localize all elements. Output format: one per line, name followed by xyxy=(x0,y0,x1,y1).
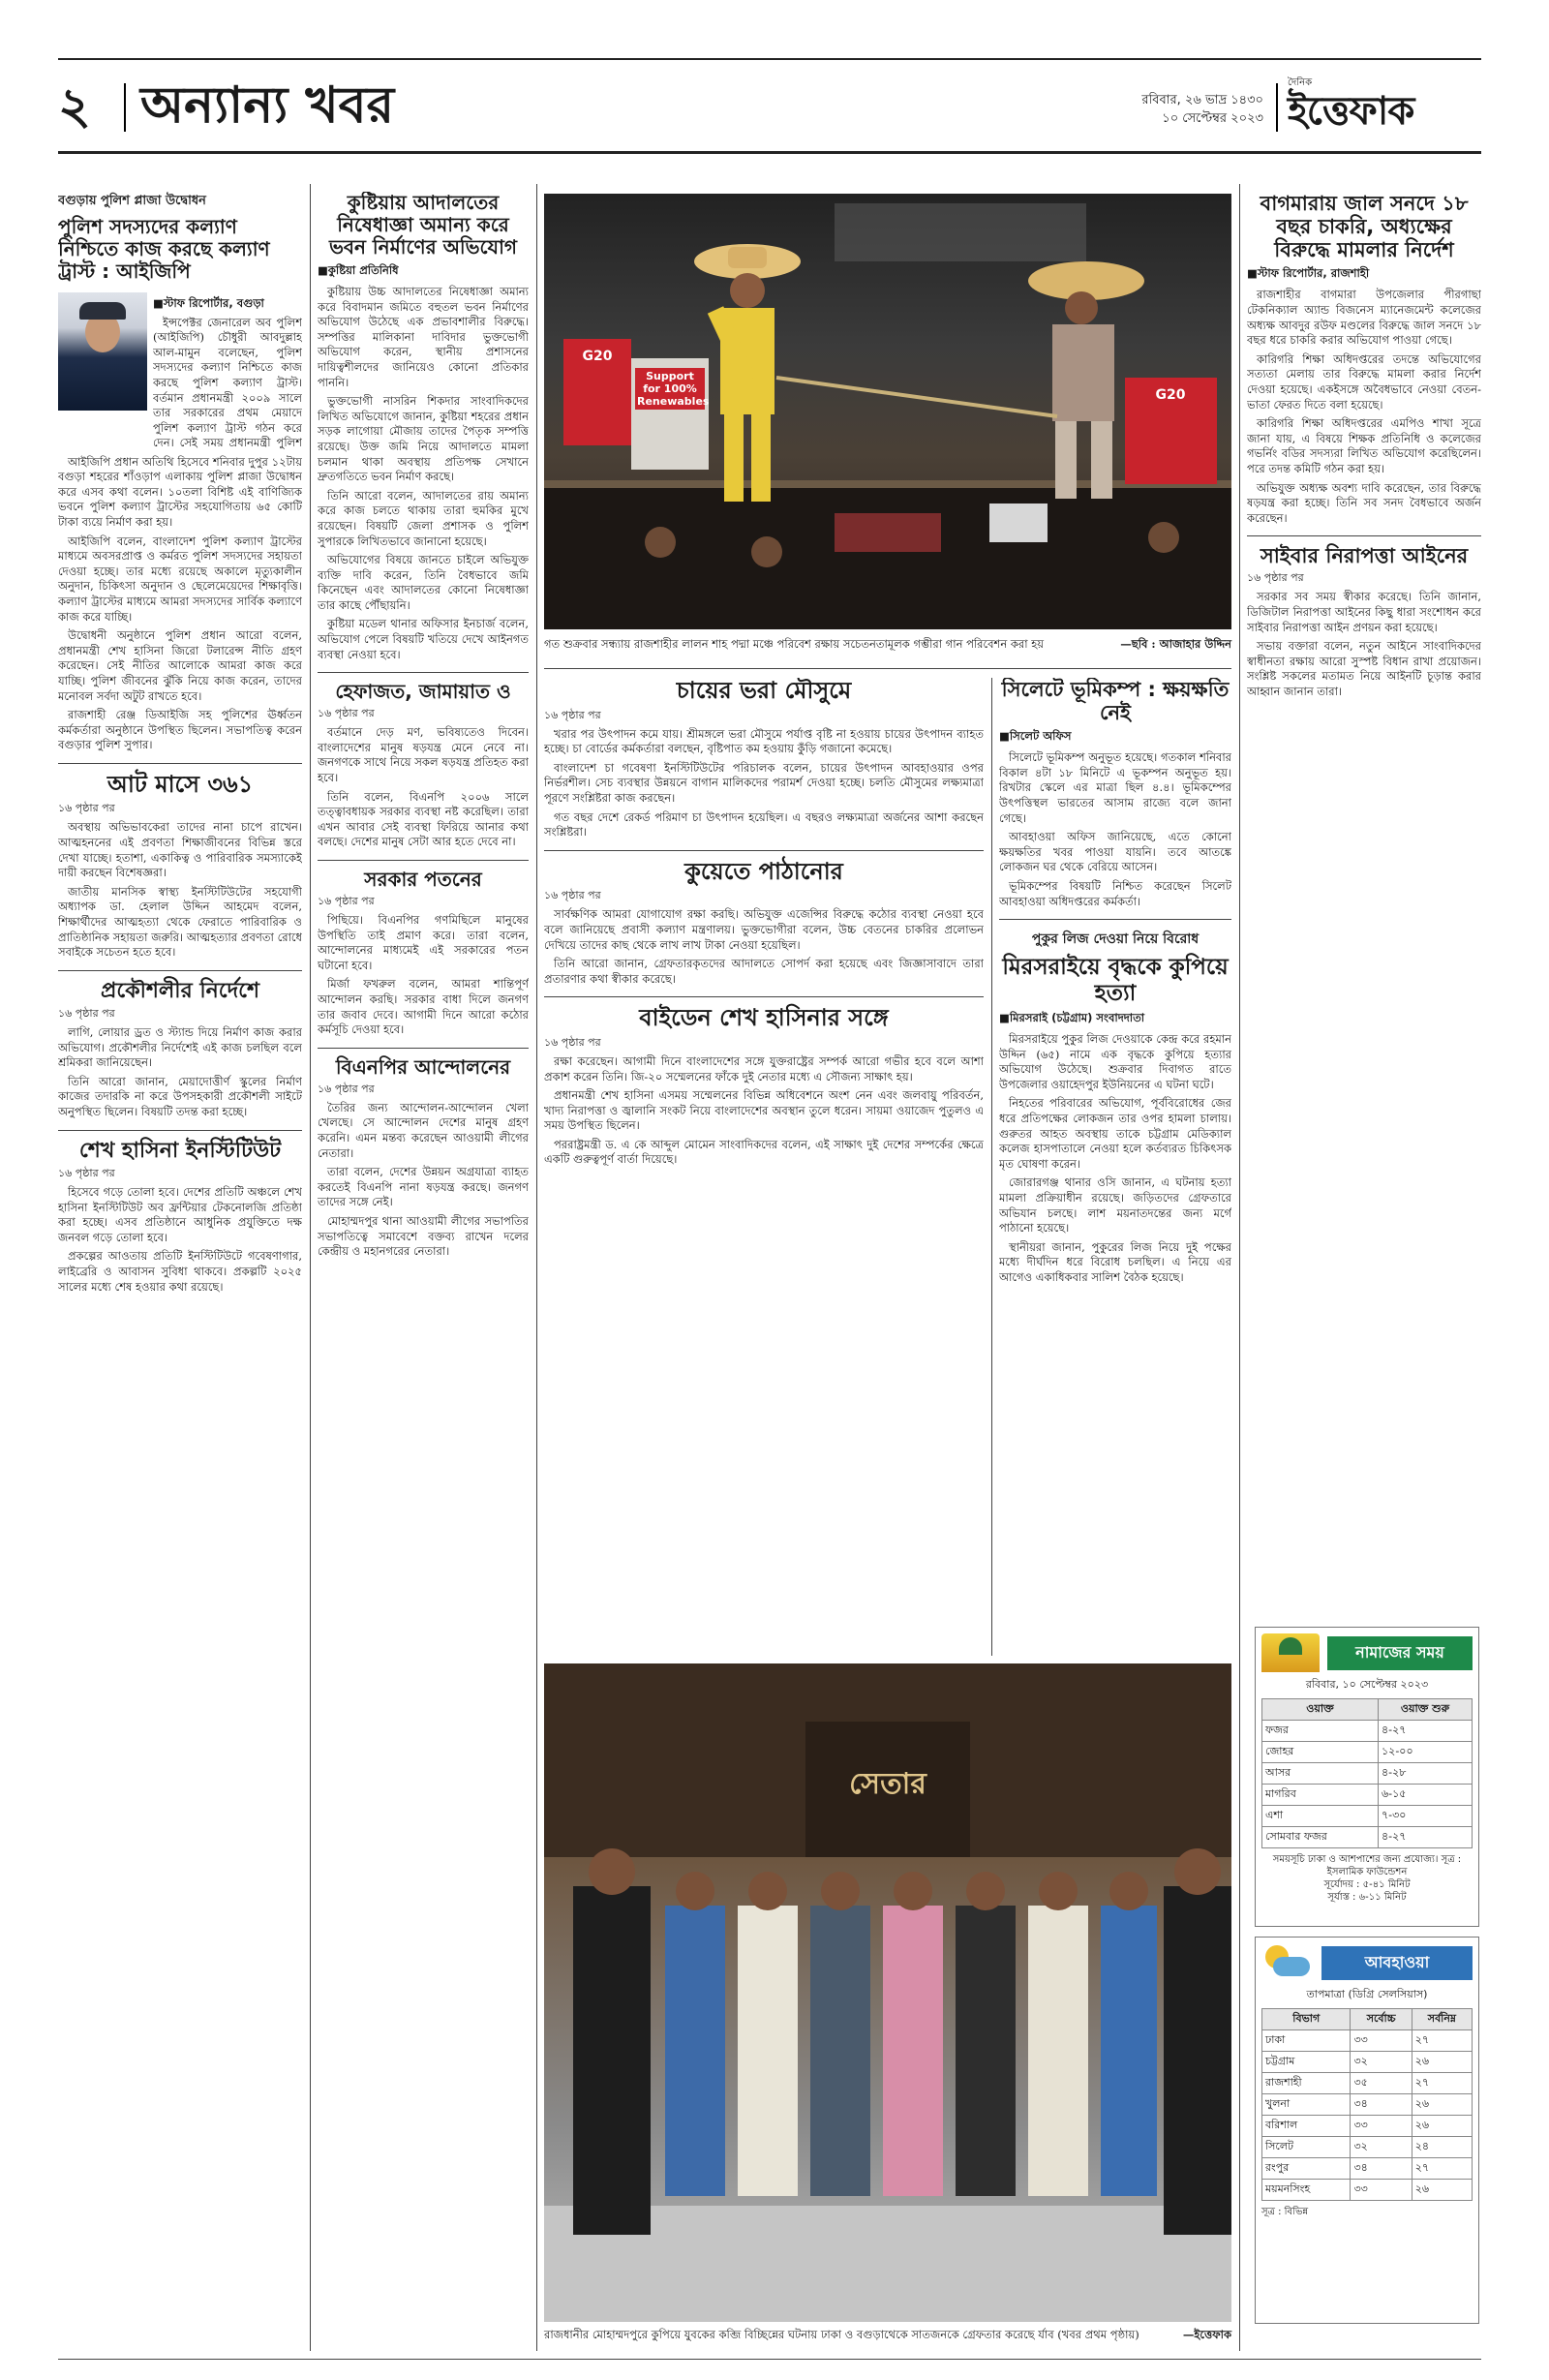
prayer-times-box xyxy=(1255,1627,1479,1927)
min-temp: ২৭ xyxy=(1412,2030,1472,2052)
prayer-table xyxy=(1261,1698,1473,1848)
date-block xyxy=(1104,91,1263,128)
hefazat-para: তিনি বলেন, বিএনপি ২০০৬ সালে তত্ত্বাবধায়ক সরকার ব্যবস্থা নষ্ট করেছিল। তারা এখন আবার সেই ব্যবস্থা ফিরিয়ে আনার কথা বলছে। দেশের মানুষ সেটা আর হতে দেবে না। xyxy=(318,789,529,849)
column-rule xyxy=(991,678,992,1656)
tea-para: বাংলাদেশ চা গবেষণা ইনস্টিটিউটের পরিচালক বলেন, চায়ের উৎপাদন আবহাওয়ার ওপর নির্ভরশীল। সেচ ব্যবস্থার উন্নয়নে বাগান মালিকদের পরামর্শ দেওয়া হচ্ছে। চলতি মৌসুমের লক্ষ্যমাত্রা পূরণে সংশ্লিষ্টরা কাজ করছেন। xyxy=(544,760,984,805)
kushtia-para: ভুক্তভোগী নাসরিন শিকদার সাংবাদিকদের লিখিত অভিযোগে জানান, কুষ্টিয়া শহরের প্রধান সড়ক লাগোয়া মৌজায় তাদের পৈতৃক সম্পত্তি রয়েছে। উক্ত জমি নিয়ে আদালতে মামলা চলমান থাকা অবস্থায় প্রতিপক্ষ সেখানে দ্রুতগতিতে ভবন নির্মাণ করছে। xyxy=(318,394,529,484)
prayer-time: ৪-২৭ xyxy=(1379,1721,1473,1742)
igp-portrait xyxy=(58,292,147,411)
max-temp: ৩৩ xyxy=(1351,2116,1412,2137)
prayer-time: ১২-০০ xyxy=(1379,1742,1473,1763)
kuwait-para: তিনি আরো জানান, গ্রেফতারকৃতদের আদালতে সোপর্দ করা হয়েছে এবং জিজ্ঞাসাবাদে তারা প্রতারণার কথা স্বীকার করেছে। xyxy=(544,957,984,986)
biden-para: প্রধানমন্ত্রী শেখ হাসিনা এসময় সম্মেলনের বিভিন্ন অধিবেশনে অংশ নেন এবং জলবায়ু পরিবর্তন, খাদ্য নিরাপত্তা ও জ্বালানি সংকট নিয়ে বাংলাদেশের অবস্থান তুলে ধরেন। সায়মা ওয়াজেদ পুতুলও এ সময় উপস্থিত ছিলেন। xyxy=(544,1088,984,1133)
min-temp: ২৭ xyxy=(1412,2158,1472,2180)
engineer-para: তিনি আরো জানান, মেয়াদোত্তীর্ণ স্কুলের নির্মাণ কাজের তদারকি না করে উপসহকারী প্রকৌশলী সাইটে অনুপস্থিত ছিলেন। বিষয়টি তদন্ত করা হচ্ছে। xyxy=(58,1074,302,1119)
min-temp: ২৭ xyxy=(1412,2073,1472,2094)
prayer-name: ফজর xyxy=(1262,1721,1379,1742)
prayer-time: ৪-২৭ xyxy=(1379,1827,1473,1848)
continued-label: ১৬ পৃষ্ঠার পর xyxy=(58,1166,115,1179)
murder-para: মিরসরাইয়ে পুকুর লিজ দেওয়াকে কেন্দ্র করে রহমান উদ্দিন (৬৫) নামে এক বৃদ্ধকে কুপিয়ে হত্যার অভিযোগ উঠেছে। শুক্রবার দিবাগত রাতে উপজেলার ওয়াহেদপুর ইউনিয়নের এ ঘটনা ঘটে। xyxy=(999,1032,1231,1091)
institute-headline: শেখ হাসিনা ইনস্টিটিউট xyxy=(78,1138,282,1163)
prayer-title: নামাজের সময় xyxy=(1327,1636,1473,1670)
prayer-name: সোমবার ফজর xyxy=(1262,1827,1379,1848)
bnp-movement-para: তারা বলেন, দেশের উন্নয়ন অগ্রযাত্রা ব্যাহত করতেই বিএনপি নানা ষড়যন্ত্র করছে। জনগণ তাদের সঙ্গে নেই। xyxy=(318,1165,529,1209)
bagmara-para: কারিগরি শিক্ষা অধিদপ্তরের এমপিও শাখা সূত্রে জানা যায়, এ বিষয়ে শিক্ষক প্রতিনিধি ও কলেজের গভর্নিং বডির সদস্যরা লিখিত অভিযোগ করেছিলেন। পরে তদন্ত কমিটি গঠন করা হয়। xyxy=(1247,416,1481,475)
weather-row xyxy=(1262,2137,1473,2158)
min-temp: ২৪ xyxy=(1412,2137,1472,2158)
max-temp: ৩৩ xyxy=(1351,2030,1412,2052)
division: চট্টগ্রাম xyxy=(1262,2052,1351,2073)
logo-small-text: দৈনিক xyxy=(1288,77,1313,88)
kushtia-para: কুষ্টিয়ায় উচ্চ আদালতের নিষেধাজ্ঞা অমান্য করে বিবাদমান জমিতে বহুতল ভবন নির্মাণের অভিযোগ উঠেছে এক প্রভাবশালীর বিরুদ্ধে। সম্পত্তির মালিকানা দাবিদার ভুক্তভোগী অভিযোগ করেন, স্থানীয় প্রশাসনের দায়িত্বশীলদের জানিয়েও কোনো প্রতিকার পাননি। xyxy=(318,285,529,389)
institute-para: প্রকল্পের আওতায় প্রতিটি ইনস্টিটিউটে গবেষণাগার, লাইব্রেরি ও আবাসন সুবিধা থাকবে। প্রকল্পটি ২০২৫ সালের মধ্যে শেষ হওয়ার কথা রয়েছে। xyxy=(58,1249,302,1294)
weather-row xyxy=(1262,2180,1473,2201)
police-para: আইজিপি বলেন, বাংলাদেশ পুলিশ কল্যাণ ট্রাস্টের মাধ্যমে অবসরপ্রাপ্ত ও কর্মরত পুলিশ সদস্যদের সহায়তা দেওয়া হচ্ছে। তার মধ্যে রয়েছে অকালে মৃত্যুকালীন অনুদান, চিকিৎসা অনুদান ও ছেলেমেয়েদের শিক্ষাবৃত্তি। কল্যাণ ট্রাস্টের মাধ্যমে আমরা সদস্যদের সার্বিক কল্যাণে কাজ করে যাচ্ছি। xyxy=(58,534,302,624)
govt-fall-para: মির্জা ফখরুল বলেন, আমরা শান্তিপূর্ণ আন্দোলন করছি। সরকার বাধা দিলে জনগণ তার জবাব দেবে। আগামী দিনে আরো কঠোর কর্মসূচি দেওয়া হবে। xyxy=(318,977,529,1037)
biden-para: রক্ষা করেছেন। আগামী দিনে বাংলাদেশের সঙ্গে যুক্তরাষ্ট্রের সম্পর্ক আরো গভীর হবে বলে আশা প্রকাশ করেন তিনি। জি-২০ সম্মেলনের ফাঁকে দুই নেতার মধ্যে এ সৌজন্য সাক্ষাৎ হয়। xyxy=(544,1053,984,1083)
cyber-para: সভায় বক্তারা বলেন, নতুন আইনে সাংবাদিকদের স্বাধীনতা রক্ষায় আরো সুস্পষ্ট বিধান রাখা প্রয়োজন। সংশ্লিষ্ট সকলের মতামত নিয়ে আইনটি চূড়ান্ত করার আহ্বান জানান তারা। xyxy=(1247,639,1481,699)
date-bangla: রবিবার, ২৬ ভাদ্র ১৪৩০ xyxy=(1141,93,1263,107)
min-temp: ২৬ xyxy=(1412,2180,1472,2201)
max-temp: ৩৫ xyxy=(1351,2073,1412,2094)
prayer-note: সময়সূচি ঢাকা ও আশপাশের জন্য প্রযোজ্য। সূত্র : ইসলামিক ফাউন্ডেশন xyxy=(1272,1854,1462,1877)
biden-headline: বাইডেন শেখ হাসিনার সঙ্গে xyxy=(639,1004,889,1032)
photo-credit: —ছবি : আজাহার উদ্দিন xyxy=(1120,637,1231,651)
max-temp: ৩৪ xyxy=(1351,2158,1412,2180)
max-temp: ৩২ xyxy=(1351,2052,1412,2073)
bnp-movement-para: মোহাম্মদপুর থানা আওয়ামী লীগের সভাপতির সভাপতিত্বে সমাবেশে বক্তব্য রাখেন দলের কেন্দ্রীয় ও মহানগরের নেতারা। xyxy=(318,1213,529,1259)
prayer-name: জোহর xyxy=(1262,1742,1379,1763)
biden-para: পররাষ্ট্রমন্ত্রী ড. এ কে আব্দুল মোমেন সাংবাদিকদের বলেন, এই সাক্ষাৎ দুই দেশের সম্পর্কের ক্ষেত্রে একটি গুরুত্বপূর্ণ বার্তা দিয়েছে। xyxy=(544,1137,984,1167)
division: বরিশাল xyxy=(1262,2116,1351,2137)
right-column xyxy=(1247,192,1481,1620)
murder-para: স্থানীয়রা জানান, পুকুরের লিজ নিয়ে দুই পক্ষের মধ্যে দীর্ঘদিন ধরে বিরোধ চলছিল। এ নিয়ে এর আগেও একাধিকবার সালিশ বৈঠক হয়েছে। xyxy=(999,1239,1231,1284)
max-temp: ৩৪ xyxy=(1351,2094,1412,2116)
prayer-time: ৭-৩০ xyxy=(1379,1806,1473,1827)
min-temp: ২৬ xyxy=(1412,2052,1472,2073)
hefazat-headline: হেফাজত, জামায়াত ও xyxy=(335,680,511,704)
top-rule xyxy=(58,58,1481,60)
institute-para: হিসেবে গড়ে তোলা হবে। দেশের প্রতিটি অঞ্চলে শেখ হাসিনা ইনস্টিটিউট অব ফ্রন্টিয়ার টেকনোলজি প্রতিষ্ঠা করা হচ্ছে। এসব প্রতিষ্ঠানে আধুনিক প্রযুক্তিতে দক্ষ জনবল গড়ে তোলা হবে। xyxy=(58,1184,302,1244)
cyber-para: সরকার সব সময় স্বীকার করেছে। তিনি জানান, ডিজিটাল নিরাপত্তা আইনের কিছু ধারা সংশোধন করে সাইবার নিরাপত্তা আইন প্রণয়ন করা হয়েছে। xyxy=(1247,590,1481,634)
hefazat-para: বর্তমানে দেড় মণ, ভবিষ্যতেও দিবেন। বাংলাদেশের মানুষ ষড়যন্ত্র মেনে নেবে না। জনগণকে সাথে নিয়ে সকল ষড়যন্ত্র প্রতিহত করা হবে। xyxy=(318,725,529,785)
continued-label: ১৬ পৃষ্ঠার পর xyxy=(544,889,601,902)
prayer-time: ৬-১৫ xyxy=(1379,1785,1473,1806)
police-kicker: বগুড়ায় পুলিশ প্লাজা উদ্বোধন xyxy=(58,194,206,208)
engineer-headline: প্রকৌশলীর নির্দেশে xyxy=(100,978,260,1003)
caption-text: গত শুক্রবার সন্ধ্যায় রাজশাহীর লালন শাহ পদ্মা মঞ্চে পরিবেশ রক্ষায় সচেতনতামূলক গম্ভীরা গান পরিবেশন করা হয় xyxy=(544,637,1045,651)
tea-para: গত বছর দেশে রেকর্ড পরিমাণ চা উৎপাদন হয়েছিল। এ বছরও লক্ষ্যমাত্রা অর্জনের আশা করছেন সংশ্লিষ্টরা। xyxy=(544,809,984,839)
continued-label: ১৬ পৃষ্ঠার পর xyxy=(318,1082,375,1095)
column-rule xyxy=(310,184,311,2351)
arrest-photo xyxy=(544,1663,1231,2322)
bottom-photo-caption xyxy=(544,2328,1231,2342)
newspaper-logo xyxy=(1288,77,1481,137)
prayer-row xyxy=(1262,1763,1473,1785)
caption-text: রাজধানীর মোহাম্মদপুরে কুপিয়ে যুবকের কব্জি বিচ্ছিন্নের ঘটনায় ঢাকা ও বগুড়াথেকে সাতজনকে গ্রেফতার করেছে র্যাব (খবর প্রথম পৃষ্ঠায়) xyxy=(544,2328,1139,2341)
police-para: ইন্সপেক্টর জেনারেল অব পুলিশ (আইজিপি) চৌধুরী আবদুল্লাহ আল-মামুন বলেছেন, পুলিশ সদস্যদের কল্যাণ নিশ্চিতে কাজ করছে পুলিশ কল্যাণ ট্রাস্ট। বর্তমান প্রধানমন্ত্রী ২০০৯ সালে তার সরকারের প্রথম মেয়াদে পুলিশ কল্যাণ ট্রাস্ট গঠন করে দেন। সেই সময় প্রধানমন্ত্রী পুলিশ xyxy=(153,315,302,450)
g20-banner-text: G20 xyxy=(582,349,613,364)
bagmara-para: কারিগরি শিক্ষা অধিদপ্তরের তদন্তে অভিযোগের সত্যতা মেলায় তার বিরুদ্ধে মামলা করার নির্দেশ দেওয়া হয়েছে। একইসঙ্গে অবৈধভাবে নেওয়া বেতন-ভাতা ফেরত দিতে বলা হয়েছে। xyxy=(1247,351,1481,412)
murder-kicker: পুকুর লিজ দেওয়া নিয়ে বিরোধ xyxy=(1031,931,1200,948)
kushtia-byline: ■ কুষ্টিয়া প্রতিনিধি xyxy=(318,262,529,281)
weather-row xyxy=(1262,2116,1473,2137)
max-temp: ৩৩ xyxy=(1351,2180,1412,2201)
continued-label: ১৬ পৃষ্ঠার পর xyxy=(318,895,375,907)
bnp-movement-headline: বিএনপির আন্দোলনের xyxy=(335,1054,511,1079)
bottom-rule xyxy=(58,2359,1481,2360)
sunset-time: সূর্যাস্ত : ৬-১১ মিনিট xyxy=(1327,1892,1407,1903)
quake-byline: ■ সিলেট অফিস xyxy=(999,728,1231,747)
middle-stories xyxy=(544,678,984,1656)
continued-label: ১৬ পৃষ্ঠার পর xyxy=(58,1007,115,1021)
quake-para: ভূমিকম্পের বিষয়টি নিশ্চিত করেছেন সিলেট আবহাওয়া অধিদপ্তরের কর্মকর্তা। xyxy=(999,879,1231,908)
prayer-name: আসর xyxy=(1262,1763,1379,1785)
eight-months-para: অবস্থায় অভিভাবকেরা তাদের নানা চাপে রাখেন। আত্মহননের এই প্রবণতা শিক্ষাজীবনের বিভিন্ন স্তরে দেখা যাচ্ছে। হতাশা, একাকিত্ব ও পারিবারিক সমস্যাকেই দায়ী করছেন বিশেষজ্ঞরা। xyxy=(58,820,302,880)
eight-months-headline: আট মাসে ৩৬১ xyxy=(106,770,254,798)
g20-banner-text-right: G20 xyxy=(1155,387,1186,403)
prayer-row xyxy=(1262,1827,1473,1848)
min-temp: ২৬ xyxy=(1412,2116,1472,2137)
shop-sign-text: সেতার xyxy=(849,1767,926,1801)
weather-col-header: বিভাগ xyxy=(1262,2009,1351,2030)
division: রংপুর xyxy=(1262,2158,1351,2180)
murder-para: জোরারগঞ্জ থানার ওসি জানান, এ ঘটনায় হত্যা মামলা প্রক্রিয়াধীন রয়েছে। জড়িতদের গ্রেফতারে অভিযান চলছে। লাশ ময়নাতদন্তের জন্য মর্গে পাঠানো হয়েছে। xyxy=(999,1175,1231,1236)
govt-fall-para: পিছিয়ে। বিএনপির গণমিছিলে মানুষের উপস্থিতি তাই প্রমাণ করে। তারা বলেন, আন্দোলনের মাধ্যমেই এই সরকারের পতন ঘটানো হবে। xyxy=(318,913,529,972)
police-byline: ■ স্টাফ রিপোর্টার, বগুড়া xyxy=(153,296,302,312)
continued-label: ১৬ পৃষ্ঠার পর xyxy=(1247,571,1304,585)
continued-label: ১৬ পৃষ্ঠার পর xyxy=(318,707,375,720)
prayer-row xyxy=(1262,1806,1473,1827)
page-number: ২ xyxy=(58,77,91,136)
police-para: উদ্বোধনী অনুষ্ঠানে পুলিশ প্রধান আরো বলেন, প্রধানমন্ত্রী শেখ হাসিনা জিরো টলারেন্স নীতি গ্রহণ করেছেন। সেই নীতির আলোকে আমরা কাজ করে যাচ্ছি। পুলিশ জীবনের ঝুঁকি নিয়ে কাজ করেন, তাদের মনোবল সর্বদা অটুট রাখতে হবে। xyxy=(58,628,302,703)
prayer-date: রবিবার, ১০ সেপ্টেম্বর ২০২৩ xyxy=(1305,1678,1429,1691)
weather-table xyxy=(1261,2008,1473,2201)
bagmara-headline: বাগমারায় জাল সনদে ১৮ বছর চাকরি, অধ্যক্ষের বিরুদ্ধে মামলার নির্দেশ xyxy=(1260,192,1469,262)
quake-para: আবহাওয়া অফিস জানিয়েছে, এতে কোনো ক্ষয়ক্ষতির খবর পাওয়া যায়নি। তবে আতঙ্কে লোকজন ঘর থেকে বেরিয়ে আসেন। xyxy=(999,830,1231,874)
kushtia-para: তিনি আরো বলেন, আদালতের রায় অমান্য করে কাজ চলতে থাকায় তারা হুমকির মুখে রয়েছেন। বিষয়টি জেলা প্রশাসক ও পুলিশ সুপারকে লিখিতভাবে জানানো হয়েছে। xyxy=(318,488,529,548)
kuwait-headline: কুয়েতে পাঠানোর xyxy=(684,857,843,885)
column-rule xyxy=(1239,184,1240,2351)
date-english: ১০ সেপ্টেম্বর ২০২৩ xyxy=(1162,111,1263,126)
continued-label: ১৬ পৃষ্ঠার পর xyxy=(58,802,115,815)
logo-text: ইত্তেফাক xyxy=(1288,88,1414,134)
tea-para: খরার পর উৎপাদন কমে যায়। শ্রীমঙ্গলে ভরা মৌসুমে পর্যাপ্ত বৃষ্টি না হওয়ায় চায়ের উৎপাদন ব্যাহত হচ্ছে। চা বোর্ডের কর্মকর্তারা বলছেন, বৃষ্টিপাত কম হওয়ায় কুঁড়ি গজানো কমেছে। xyxy=(544,726,984,756)
division: রাজশাহী xyxy=(1262,2073,1351,2094)
top-photo-caption xyxy=(544,637,1231,652)
prayer-time: ৪-২৮ xyxy=(1379,1763,1473,1785)
engineer-para: লাগি, লোয়ার ড্রত ও স্ট্যান্ড দিয়ে নির্মাণ কাজ করার অভিযোগ। প্রকৌশলীর নির্দেশেই এই কাজ চলছিল বলে শ্রমিকরা জানিয়েছেন। xyxy=(58,1025,302,1070)
cyber-headline: সাইবার নিরাপত্তা আইনের xyxy=(1260,544,1469,568)
division: ঢাকা xyxy=(1262,2030,1351,2052)
weather-col-header: সর্বনিম্ন xyxy=(1412,2009,1472,2030)
bagmara-para: রাজশাহীর বাগমারা উপজেলার পীরগাছা টেকনিক্যাল অ্যান্ড বিজনেস ম্যানেজমেন্ট কলেজের অধ্যক্ষ আবদুর রউফ মণ্ডলের বিরুদ্ধে জাল সনদে ১৮ বছর ধরে চাকরি করার অভিযোগ পাওয়া গেছে। xyxy=(1247,288,1481,348)
prayer-name: এশা xyxy=(1262,1806,1379,1827)
bagmara-byline: ■ স্টাফ রিপোর্টার, রাজশাহী xyxy=(1247,265,1481,284)
prayer-col-header: ওয়াক্ত xyxy=(1262,1699,1379,1721)
weather-row xyxy=(1262,2094,1473,2116)
prayer-row xyxy=(1262,1742,1473,1763)
max-temp: ৩২ xyxy=(1351,2137,1412,2158)
murder-byline: ■ মিরসরাই (চট্টগ্রাম) সংবাদদাতা xyxy=(999,1010,1231,1028)
tea-headline: চায়ের ভরা মৌসুমে xyxy=(676,678,852,704)
logo-divider xyxy=(1276,83,1278,132)
column-2 xyxy=(318,192,529,2351)
weather-title: আবহাওয়া xyxy=(1321,1946,1473,1980)
weather-source: সূত্র : বিভিন্ন xyxy=(1261,2207,1309,2217)
sunrise-time: সূর্যোদয় : ৫-৪১ মিনিট xyxy=(1323,1879,1411,1890)
bagmara-para: অভিযুক্ত অধ্যক্ষ অবশ্য দাবি করেছেন, তার বিরুদ্ধে ষড়যন্ত্র করা হচ্ছে। তিনি সব সনদ বৈধভাবে অর্জন করেছেন। xyxy=(1247,480,1481,525)
quake-and-murder xyxy=(999,678,1231,1656)
masthead-divider xyxy=(124,83,126,132)
continued-label: ১৬ পৃষ্ঠার পর xyxy=(544,708,601,721)
division: খুলনা xyxy=(1262,2094,1351,2116)
section-title: অন্যান্য খবর xyxy=(140,76,395,135)
photo-credit: —ইত্তেফাক xyxy=(1182,2328,1231,2341)
weather-subtitle: তাপমাত্রা (ডিগ্রি সেলসিয়াস) xyxy=(1306,1988,1428,2000)
kuwait-para: সার্বক্ষণিক আমরা যোগাযোগ রক্ষা করছি। অভিযুক্ত এজেন্সির বিরুদ্ধে কঠোর ব্যবস্থা নেওয়া হবে বলে জানিয়েছে প্রবাসী কল্যাণ মন্ত্রণালয়। ভুক্তভোগীরা বলেন, উচ্চ বেতনের চাকরির প্রলোভন দেখিয়ে তাদের কাছ থেকে লাখ লাখ টাকা নেওয়া হয়েছিল। xyxy=(544,907,984,952)
weather-row xyxy=(1262,2158,1473,2180)
weather-row xyxy=(1262,2073,1473,2094)
bnp-movement-para: তৈরির জন্য আন্দোলন-আন্দোলন খেলা খেলছে। সে আন্দোলন দেশের মানুষ গ্রহণ করেনি। এমন মন্তব্য করেছেন আওয়ামী লীগের নেতারা। xyxy=(318,1100,529,1160)
murder-para: নিহতের পরিবারের অভিযোগ, পূর্ববিরোধের জের ধরে প্রতিপক্ষের লোকজন তার ওপর হামলা চালায়। গুরুতর আহত অবস্থায় তাকে চট্টগ্রাম মেডিক্যাল কলেজ হাসপাতালে নেওয়া হলে কর্তব্যরত চিকিৎসক মৃত ঘোষণা করেন। xyxy=(999,1096,1231,1171)
stage-performance-photo xyxy=(544,194,1231,629)
weather-row xyxy=(1262,2052,1473,2073)
prayer-row xyxy=(1262,1785,1473,1806)
eight-months-para: জাতীয় মানসিক স্বাস্থ্য ইনস্টিটিউটের সহযোগী অধ্যাপক ডা. হেলাল উদ্দিন আহমেদ বলেন, শিক্ষার্থীদের আত্মহত্যা থেকে ফেরাতে পারিবারিক ও প্রাতিষ্ঠানিক সহায়তা জরুরি। আত্মহত্যার প্রবণতা রোধে সবাইকে সচেতন হতে হবে। xyxy=(58,884,302,960)
quake-para: সিলেটে ভূমিকম্প অনুভূত হয়েছে। গতকাল শনিবার বিকাল ৪টা ১৮ মিনিটে এ ভূকম্পন অনুভূত হয়। রিখটার স্কেলে এর মাত্রা ছিল ৪.৪। ভূমিকম্পের উৎপত্তিস্থল ভারতের আসাম রাজ্যে বলে জানা গেছে। xyxy=(999,750,1231,825)
weather-box xyxy=(1255,1937,1479,2324)
prayer-name: মাগরিব xyxy=(1262,1785,1379,1806)
rule xyxy=(544,668,1231,669)
weather-row xyxy=(1262,2030,1473,2052)
police-headline: পুলিশ সদস্যদের কল্যাণ নিশ্চিতে কাজ করছে কল্যাণ ট্রাস্ট : আইজিপি xyxy=(58,215,270,283)
police-para: রাজশাহী রেঞ্জ ডিআইজি সহ পুলিশের ঊর্ধ্বতন কর্মকর্তারা অনুষ্ঠানে উপস্থিত ছিলেন। সভাপতিত্ব করেন বগুড়ার পুলিশ সুপার। xyxy=(58,708,302,752)
division: ময়মনসিংহ xyxy=(1262,2180,1351,2201)
prayer-col-header: ওয়াক্ত শুরু xyxy=(1379,1699,1473,1721)
masthead-bottom-rule xyxy=(58,151,1481,154)
renewables-banner-text: Support for 100% Renewables xyxy=(637,370,710,408)
weather-cloud-icon xyxy=(1261,1943,1314,1982)
govt-fall-headline: সরকার পতনের xyxy=(364,868,482,891)
division: সিলেট xyxy=(1262,2137,1351,2158)
weather-col-header: সর্বোচ্চ xyxy=(1351,2009,1412,2030)
min-temp: ২৬ xyxy=(1412,2094,1472,2116)
column-1 xyxy=(58,192,302,2351)
kushtia-para: অভিযোগের বিষয়ে জানতে চাইলে অভিযুক্ত ব্যক্তি দাবি করেন, তিনি বৈধভাবে জমি কিনেছেন এবং আদালতের কোনো নিষেধাজ্ঞা তার কাছে পৌঁছায়নি। xyxy=(318,553,529,612)
continued-label: ১৬ পৃষ্ঠার পর xyxy=(544,1035,601,1049)
police-para: আইজিপি প্রধান অতিথি হিসেবে শনিবার দুপুর ১২টায় বগুড়া শহরের শাঁওড়াপ এলাকায় পুলিশ প্লাজা উদ্বোধন করে এসব কথা বলেন। ১০তলা বিশিষ্ট এই বাণিজ্যিক ভবনে পুলিশ কল্যাণ ট্রাস্টের সহযোগিতায় ৬৫ কোটি টাকা ব্যয়ে নির্মাণ করা হয়। xyxy=(58,454,302,529)
mosque-icon xyxy=(1261,1633,1320,1672)
kushtia-headline: কুষ্টিয়ায় আদালতের নিষেধাজ্ঞা অমান্য করে ভবন নির্মাণের অভিযোগ xyxy=(328,192,517,259)
column-rule xyxy=(536,184,537,2351)
quake-headline: সিলেটে ভূমিকম্প : ক্ষয়ক্ষতি নেই xyxy=(1001,678,1230,725)
prayer-row xyxy=(1262,1721,1473,1742)
murder-headline: মিরসরাইয়ে বৃদ্ধকে কুপিয়ে হত্যা xyxy=(1002,955,1229,1006)
kushtia-para: কুষ্টিয়া মডেল থানার অফিসার ইনচার্জ বলেন, অভিযোগ পেলে বিষয়টি খতিয়ে দেখে আইনগত ব্যবস্থা নেওয়া হবে। xyxy=(318,617,529,661)
